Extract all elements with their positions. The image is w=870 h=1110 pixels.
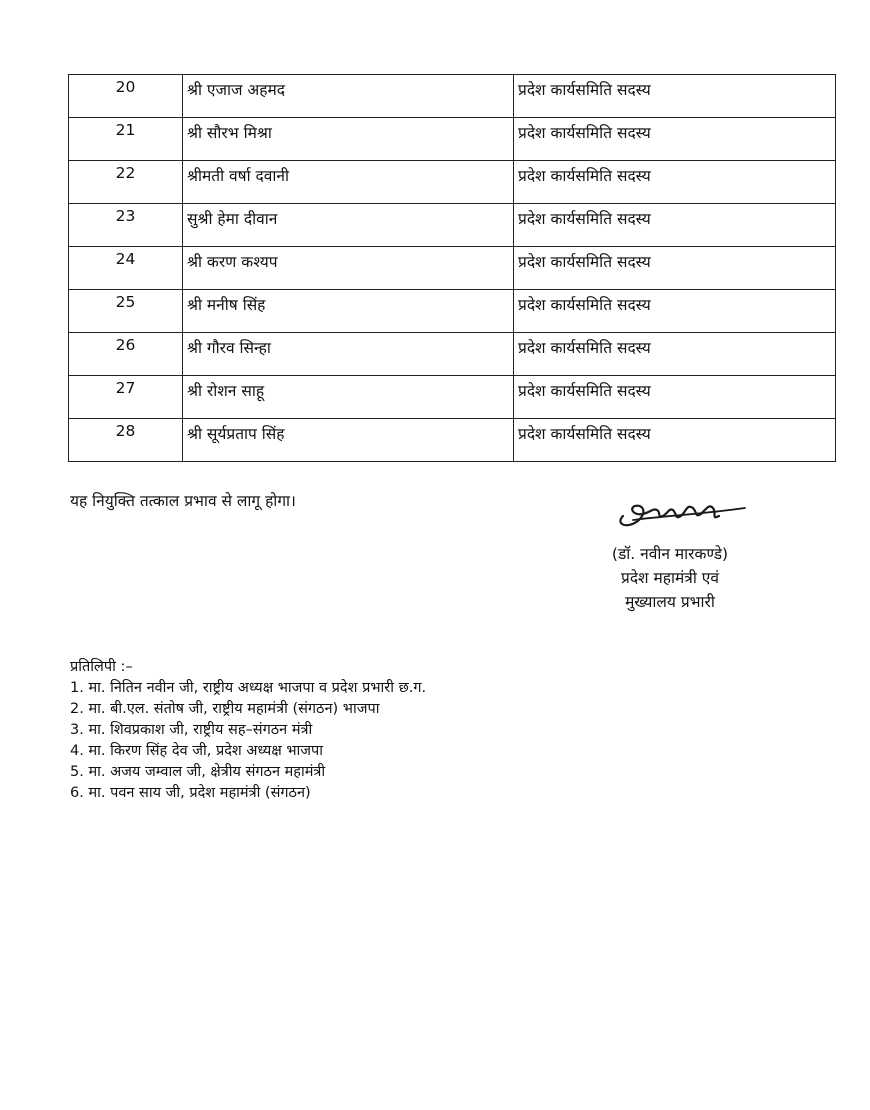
- signatory-name: (डॉ. नवीन मारकण्डे): [611, 545, 729, 563]
- table-row: [69, 204, 836, 247]
- serial-number: 27: [69, 376, 183, 419]
- member-role: प्रदेश कार्यसमिति सदस्य: [514, 75, 836, 118]
- serial-number: 20: [69, 75, 183, 118]
- list-item: 3. मा. शिवप्रकाश जी, राष्ट्रीय सह–संगठन मंत्री: [70, 722, 313, 738]
- member-role: प्रदेश कार्यसमिति सदस्य: [514, 419, 836, 462]
- serial-number: 26: [69, 333, 183, 376]
- list-item: 2. मा. बी.एल. संतोष जी, राष्ट्रीय महामंत्री (संगठन) भाजपा: [70, 701, 380, 717]
- signatory-block: [570, 542, 770, 614]
- member-role: प्रदेश कार्यसमिति सदस्य: [514, 161, 836, 204]
- signatory-designation: प्रदेश महामंत्री एवं: [621, 569, 719, 587]
- member-name: श्री एजाज अहमद: [183, 75, 514, 118]
- copies-list: [70, 678, 426, 804]
- member-role: प्रदेश कार्यसमिति सदस्य: [514, 204, 836, 247]
- table-row: [69, 247, 836, 290]
- member-name: श्री करण कश्यप: [183, 247, 514, 290]
- effective-statement: यह नियुक्ति तत्काल प्रभाव से लागू होगा।: [70, 492, 296, 510]
- member-role: प्रदेश कार्यसमिति सदस्य: [514, 290, 836, 333]
- signatory-designation: मुख्यालय प्रभारी: [625, 593, 715, 611]
- serial-number: 23: [69, 204, 183, 247]
- list-item: 4. मा. किरण सिंह देव जी, प्रदेश अध्यक्ष भाजपा: [70, 743, 324, 759]
- member-name: श्री सूर्यप्रताप सिंह: [183, 419, 514, 462]
- copies-section: [70, 657, 426, 804]
- member-name: श्री सौरभ मिश्रा: [183, 118, 514, 161]
- table-row: [69, 161, 836, 204]
- member-name: श्री मनीष सिंह: [183, 290, 514, 333]
- member-role: प्रदेश कार्यसमिति सदस्य: [514, 376, 836, 419]
- members-table: [68, 74, 836, 462]
- copies-heading: प्रतिलिपी :–: [70, 659, 133, 675]
- table-row: [69, 290, 836, 333]
- list-item: 1. मा. नितिन नवीन जी, राष्ट्रीय अध्यक्ष भाजपा व प्रदेश प्रभारी छ.ग.: [70, 680, 427, 696]
- handwritten-signature: [613, 486, 753, 536]
- list-item: 5. मा. अजय जम्वाल जी, क्षेत्रीय संगठन महामंत्री: [70, 764, 326, 780]
- member-role: प्रदेश कार्यसमिति सदस्य: [514, 333, 836, 376]
- member-name: श्री रोशन साहू: [183, 376, 514, 419]
- serial-number: 22: [69, 161, 183, 204]
- member-name: श्री गौरव सिन्हा: [183, 333, 514, 376]
- member-name: सुश्री हेमा दीवान: [183, 204, 514, 247]
- member-role: प्रदेश कार्यसमिति सदस्य: [514, 118, 836, 161]
- serial-number: 28: [69, 419, 183, 462]
- table-row: [69, 333, 836, 376]
- table-row: [69, 376, 836, 419]
- member-name: श्रीमती वर्षा दवानी: [183, 161, 514, 204]
- member-role: प्रदेश कार्यसमिति सदस्य: [514, 247, 836, 290]
- list-item: 6. मा. पवन साय जी, प्रदेश महामंत्री (संगठन): [70, 785, 311, 801]
- table-row: [69, 419, 836, 462]
- serial-number: 21: [69, 118, 183, 161]
- table-row: [69, 75, 836, 118]
- serial-number: 24: [69, 247, 183, 290]
- serial-number: 25: [69, 290, 183, 333]
- table-row: [69, 118, 836, 161]
